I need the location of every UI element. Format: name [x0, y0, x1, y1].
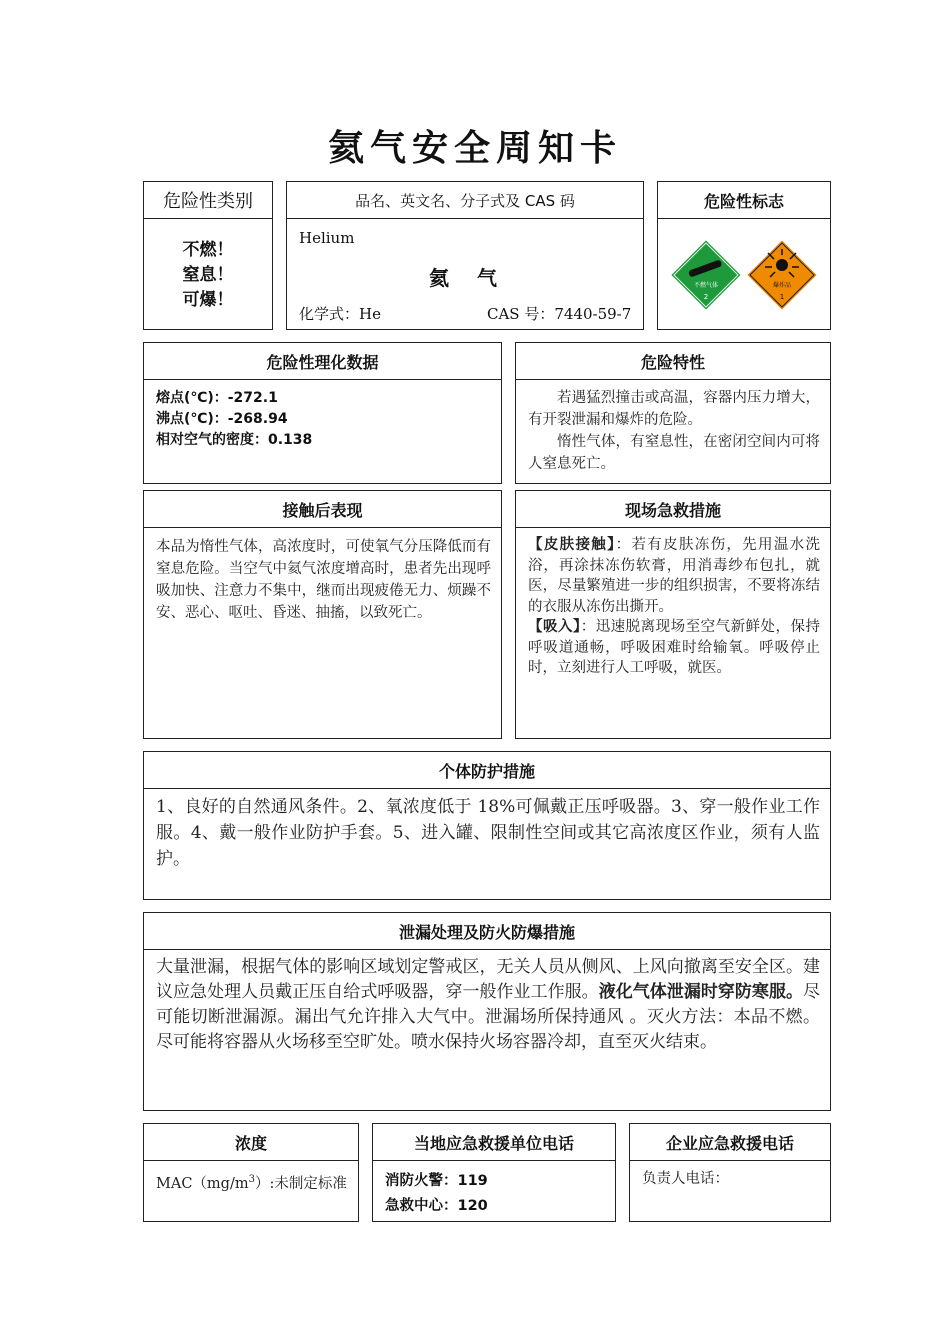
physchem-data [156, 388, 312, 451]
chinese-name: 氦 气 [429, 266, 501, 290]
concentration-box [143, 1123, 359, 1222]
local-rescue-phones [385, 1169, 488, 1219]
hazard-class-lines [144, 238, 272, 313]
skin-contact-label: 【皮肤接触】 [528, 537, 616, 553]
responsible-person-phone: 负责人电话： [642, 1171, 729, 1187]
hazard-class-line: 窒息！ [182, 265, 234, 285]
inhalation-text: ：迅速脱离现场至空气新鲜处，保持呼吸道通畅，呼吸困难时给输氧。呼吸停止时，立刻进行人工呼吸，就医。 [528, 619, 821, 676]
chemical-formula: 化学式：He [299, 305, 381, 323]
leak-text [156, 955, 820, 1055]
mac-sup: 3 [248, 1174, 255, 1185]
leak-text-a: 大量泄漏，根据气体的影响区域划定警戒区，无关人员从侧风、上风向撤离至安全区。建议应急处理人员戴正压自给式呼吸器，穿一般作业工作服。 [156, 957, 820, 1002]
leak-text-b: 尽可能切断泄漏源。漏出气允许排入大气中。泄漏场所保持通风 。灭火方法：本品不燃。尽可能将容器从火场移至空旷处。喷水保持火场容器冷却，直至灭火结束。 [156, 982, 821, 1052]
leak-header: 泄漏处理及防火防爆措施 [144, 913, 830, 950]
mac-suffix: ）:未制定标准 [254, 1175, 347, 1192]
skin-contact [528, 535, 820, 617]
leak-box [143, 912, 831, 1111]
nonflammable-gas-sign [670, 239, 742, 311]
hazard-class-line: 不燃！ [182, 240, 234, 260]
boiling-point: 沸点(℃)：-268.94 [156, 411, 288, 427]
skin-contact-text: ：若有皮肤冻伤，先用温水洗浴，再涂抹冻伤软膏，用消毒纱布包扎，就医，尽量繁殖进一步的组织损害，不要将冻结的衣服从冻伤出撕开。 [528, 537, 821, 615]
local-rescue-box [372, 1123, 616, 1222]
local-rescue-header: 当地应急救援单位电话 [373, 1124, 615, 1161]
melting-point: 熔点(℃)：-272.1 [156, 390, 278, 406]
relative-density: 相对空气的密度：0.138 [156, 432, 313, 448]
physchem-box [143, 342, 502, 484]
hazard-class-line: 可爆！ [182, 290, 234, 310]
sign-label: 不燃气体 [693, 282, 719, 289]
physchem-header: 危险性理化数据 [144, 343, 501, 380]
exposure-header: 接触后表现 [144, 491, 501, 528]
hazard-props-para: 若遇猛烈撞击或高温，容器内压力增大，有开裂泄漏和爆炸的危险。 [528, 390, 820, 428]
exposure-text: 本品为惰性气体，高浓度时，可使氧气分压降低而有窒息危险。当空气中氦气浓度增高时，患者先出现呼吸加快、注意力不集中，继而出现疲倦无力、烦躁不安、恶心、呕吐、昏迷、抽搐，以致死亡。 [156, 539, 491, 621]
concentration-header: 浓度 [144, 1124, 358, 1161]
mac-value [156, 1168, 350, 1196]
product-header: 品名、英文名、分子式及 CAS 码 [287, 182, 643, 219]
cas-number: CAS 号：7440-59-7 [487, 305, 632, 323]
hazard-class-header: 危险性类别 [144, 182, 272, 219]
inhalation-label: 【吸入】 [528, 619, 581, 635]
hazard-sign-box [657, 181, 831, 330]
hazard-props-header: 危险特性 [516, 343, 830, 380]
hazard-sign-header: 危险性标志 [658, 182, 830, 219]
product-box [286, 181, 644, 330]
exposure-box [143, 490, 502, 739]
company-rescue-header: 企业应急救援电话 [630, 1124, 830, 1161]
fire-phone: 消防火警：119 [385, 1173, 488, 1189]
sign-class-number: 1 [779, 293, 785, 301]
ppe-box [143, 751, 831, 900]
hazard-signs [666, 237, 826, 317]
hazard-props-text [528, 387, 820, 475]
english-name: Helium [299, 229, 355, 247]
emergency-phone: 急救中心：120 [385, 1198, 488, 1214]
ppe-text: 1、良好的自然通风条件。2、氧浓度低于 18%可佩戴正压呼吸器。3、穿一般作业工作服。4、戴一般作业防护手套。5、进入罐、限制性空间或其它高浓度区作业，须有人监护。 [156, 797, 820, 869]
hazard-props-box [515, 342, 831, 484]
page-title: 氦气安全周知卡 [327, 128, 622, 169]
inhalation [528, 617, 820, 679]
first-aid-header: 现场急救措施 [516, 491, 830, 528]
sign-label: 爆炸品 [772, 282, 792, 289]
first-aid-text [528, 535, 820, 679]
company-rescue-box [629, 1123, 831, 1222]
mac-prefix: MAC（mg/m [156, 1175, 249, 1192]
hazard-props-para: 惰性气体，有窒息性，在密闭空间内可将人窒息死亡。 [528, 434, 820, 472]
sign-class-number: 2 [703, 293, 709, 301]
first-aid-box [515, 490, 831, 739]
ppe-header: 个体防护措施 [144, 752, 830, 789]
hazard-class-box [143, 181, 273, 330]
leak-text-bold: 液化气体泄漏时穿防寒服。 [598, 982, 804, 1002]
explosive-sign [746, 239, 818, 311]
